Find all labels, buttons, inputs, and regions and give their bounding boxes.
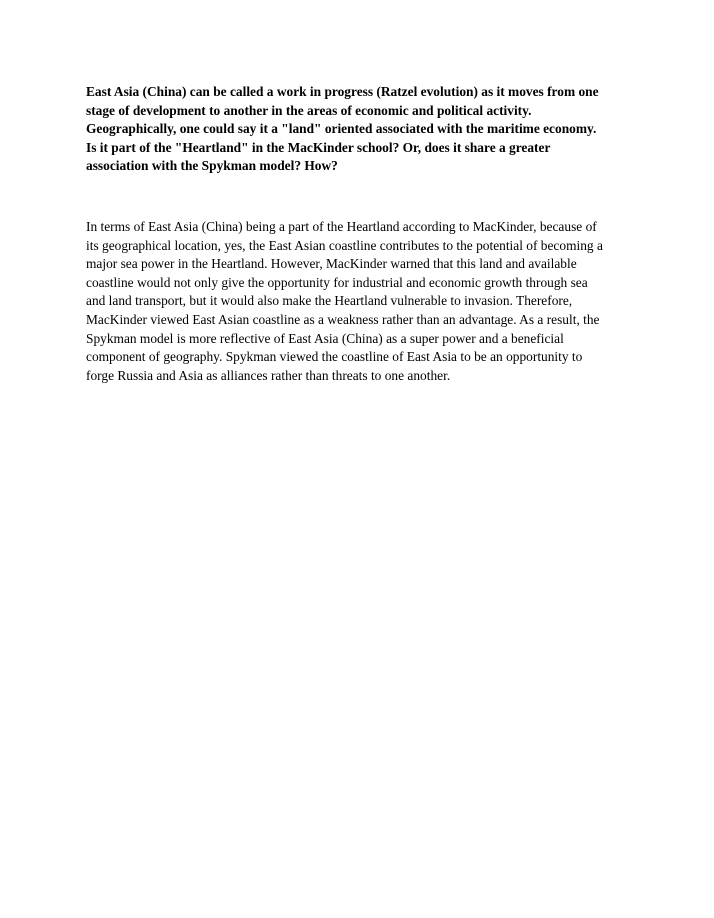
question-line: association with the Spykman model? How? — [86, 158, 338, 174]
answer-line: Spykman model is more reflective of East Asia (China) as a super power and a beneficial — [86, 330, 564, 346]
answer-line: forge Russia and Asia as alliances rather than threats to one another. — [86, 367, 451, 383]
answer-line: MacKinder viewed East Asian coastline as a weakness rather than an advantage. As a result, the — [86, 311, 600, 327]
question-line: Geographically, one could say it a "land" oriented associated with the maritime economy. — [86, 121, 597, 137]
question-line: Is it part of the "Heartland" in the MacKinder school? Or, does it share a greater — [86, 139, 551, 155]
answer-line: major sea power in the Heartland. However, MacKinder warned that this land and available — [86, 256, 577, 272]
question-line: East Asia (China) can be called a work in progress (Ratzel evolution) as it moves from one — [86, 84, 599, 99]
answer-line: component of geography. Spykman viewed the coastline of East Asia to be an opportunity to — [86, 349, 583, 365]
answer-paragraph — [86, 218, 634, 385]
answer-line: coastline would not only give the opportunity for industrial and economic growth through sea — [86, 274, 588, 290]
question-paragraph — [86, 83, 634, 176]
question-line: stage of development to another in the areas of economic and political activity. — [86, 102, 532, 118]
answer-line: and land transport, but it would also make the Heartland vulnerable to invasion. Therefore, — [86, 293, 573, 309]
answer-line: its geographical location, yes, the East Asian coastline contributes to the potential of becoming a — [86, 237, 603, 253]
answer-line: In terms of East Asia (China) being a part of the Heartland according to MacKinder, because of — [86, 219, 597, 234]
